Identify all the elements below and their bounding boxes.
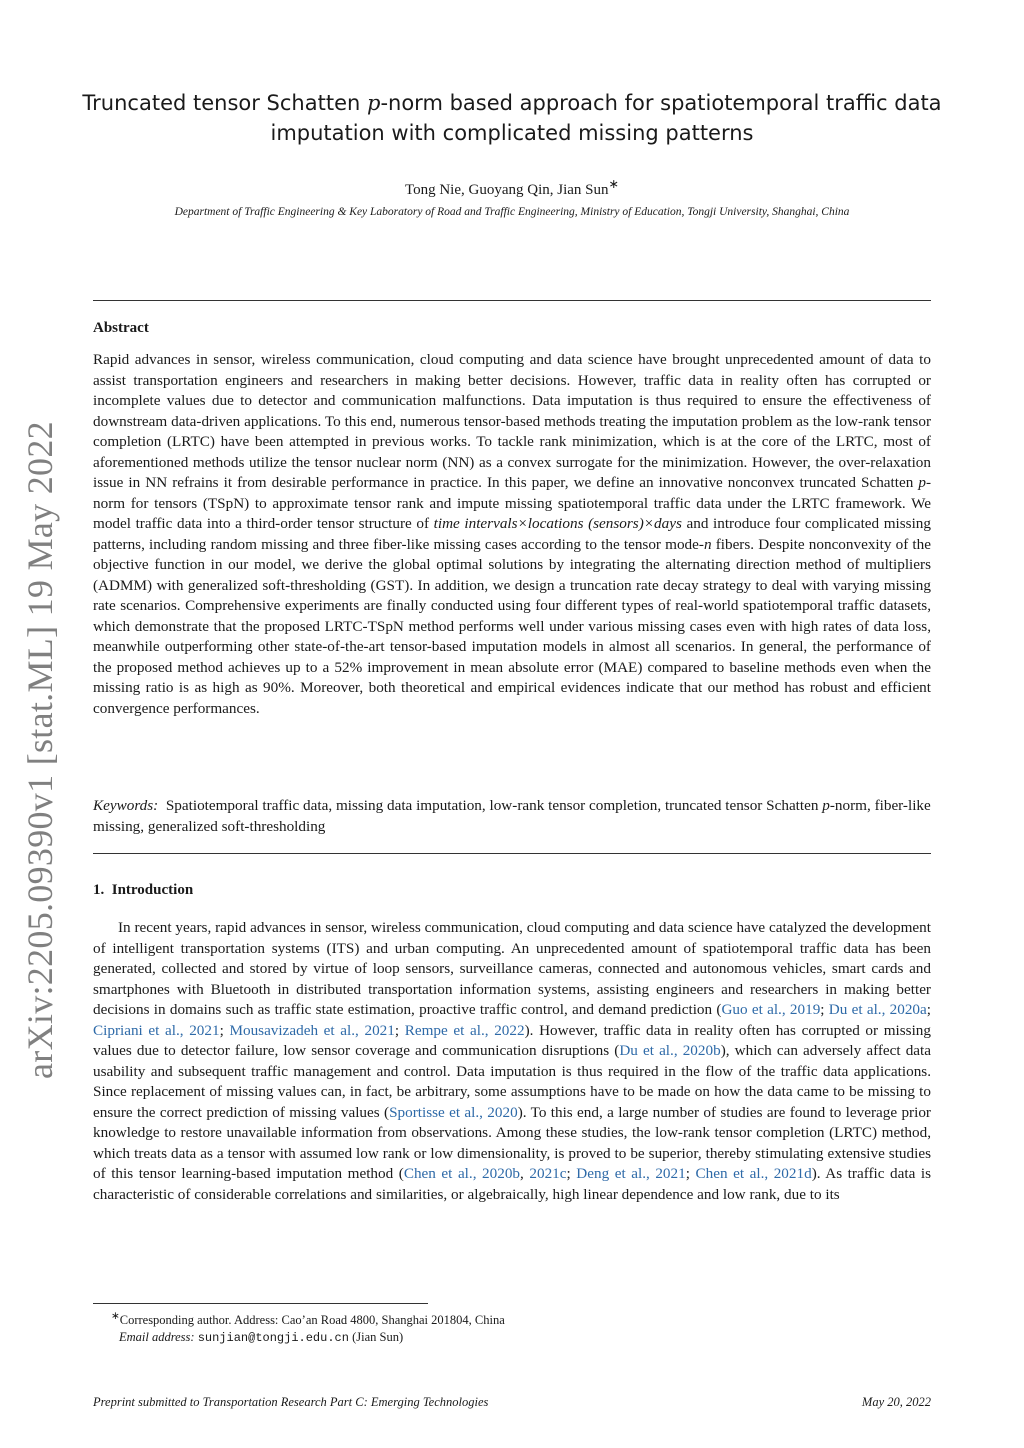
authors: Tong Nie, Guoyang Qin, Jian Sun∗ — [404, 177, 619, 198]
footer-journal: Preprint submitted to Transportation Research Part C: Emerging Technologies — [93, 1395, 489, 1409]
citation-link[interactable]: Chen et al., 2021d — [695, 1165, 812, 1182]
abstract-text: Rapid advances in sensor, wireless communication, cloud computing and data science have brought unprecedented amount of data to assist transportation engineers and researchers in making better decisions. However, traffic data in reality often has corrupted or incomplete values due to detector and communication malfunctions. Data imputation is thus required to ensure the effectiveness of downstream data-driven applications. To this end, numerous tensor-based methods treating the imputation problem as the low-rank tensor completion (LRTC) have been attempted in previous works. To tackle rank minimization, which is at the core of the LRTC, most of aforementioned methods utilize the tensor nuclear norm (NN) as a convex surrogate for the minimization. However, the over-relaxation issue in NN refrains it from desirable performance in practice. In this paper, we define an innovative nonconvex truncated Schatten p-norm for tensors (TSpN) to approximate tensor rank and impute missing spatiotemporal traffic data under the LRTC framework. We model traffic data into a third-order tensor structure of time intervals×locations (sensors)×days and introduce four complicated missing patterns, including random missing and three fiber-like missing cases according to the tensor mode-n fibers. Despite nonconvexity of the objective function in our model, we derive the global optimal solutions by integrating the alternating direction method of multipliers (ADMM) with generalized soft-thresholding (GST). In addition, we design a truncation rate decay strategy to deal with varying missing rate scenarios. Comprehensive experiments are finally conducted using four different types of real-world spatiotemporal traffic datasets, which demonstrate that the proposed LRTC-TSpN method performs well under various missing cases even with high rates of data loss, meanwhile outperforming other state-of-the-art tensor-based imputation models in almost all scenarios. In general, the performance of the proposed method achieves up to a 52% improvement in mean absolute error (MAE) compared to baseline methods even when the missing ratio is as high as 90%. Moreover, both theoretical and empirical evidences indicate that our method has robust and efficient convergence performances. — [93, 351, 931, 717]
citation-link[interactable]: Du et al., 2020b — [619, 1042, 721, 1059]
citation-link[interactable]: Mousavizadeh et al., 2021 — [229, 1021, 395, 1039]
keywords: Keywords: Spatiotemporal traffic data, missing data imputation, low-rank tensor completion, truncated tensor Schatten p-norm, fiber-like missing, generalized soft-thresholding — [93, 797, 931, 835]
section-heading-introduction: 1. Introduction — [93, 882, 194, 898]
citation-link[interactable]: Deng et al., 2021 — [576, 1165, 686, 1182]
arxiv-identifier: arXiv:2205.09390v1 [stat.ML] 19 May 2022 — [20, 421, 60, 1079]
citation-link[interactable]: 2021c — [529, 1165, 567, 1182]
citation-link[interactable]: Sportisse et al., 2020 — [389, 1103, 518, 1121]
introduction-text: In recent years, rapid advances in sensor, wireless communication, cloud computing and data science have catalyzed the development of intelligent transportation systems (ITS) and urban computing. An unprecedented amount of spatiotemporal traffic data has been generated, collected and stored by virtue of loop sensors, surveillance cameras, connected and autonomous vehicles, smart cards and smartphones with Bluetooth in distributed transportation information systems, assisting engineers and researchers in making better decisions in domains such as traffic state estimation, proactive traffic control, and demand prediction (Guo et al., 2019; Du et al., 2020a; Cipriani et al., 2021; Mousavizadeh et al., 2021; Rempe et al., 2022). However, traffic data in reality often has corrupted or missing values due to detector failure, low sensor coverage and communication disruptions (Du et al., 2020b), which can adversely affect data usability and subsequent traffic management and control. Data imputation is thus required in the flow of the traffic data applications. Since replacement of missing values can, in fact, be arbitrary, some assumptions have to be made on how the data came to be missing to ensure the correct prediction of missing values (Sportisse et al., 2020). To this end, a large number of studies are found to leverage prior knowledge to restore unavailable information from observations. Among these studies, the low-rank tensor completion (LRTC) method, which treats data as a tensor with assumed low rank or low dimensionality, is proved to be superior, thereby stimulating extensive studies of this tensor learning-based imputation method (Chen et al., 2020b, 2021c; Deng et al., 2021; Chen et al., 2021d). As traffic data is characteristic of considerable correlations and similarities, or algebraically, high linear dependence and low rank, due to its — [93, 919, 932, 1203]
citation-link[interactable]: Rempe et al., 2022 — [404, 1021, 525, 1039]
corresponding-mark: ∗ — [608, 177, 619, 191]
citation-link[interactable]: Du et al., 2020a — [828, 1001, 927, 1018]
footer-date: May 20, 2022 — [861, 1395, 931, 1409]
abstract-heading: Abstract — [93, 320, 149, 336]
keywords-label: Keywords: — [93, 797, 159, 814]
keywords-divider — [93, 853, 931, 854]
tensor-structure: time intervals×locations (sensors)×days — [433, 515, 682, 532]
citation-link[interactable]: Chen et al., 2020b — [403, 1165, 521, 1182]
email-label: Email address: — [119, 1330, 195, 1345]
affiliation: Department of Traffic Engineering & Key Laboratory of Road and Traffic Engineering, Ministry of Education, Tongji University, Shanghai, China — [174, 206, 850, 218]
footnote: ∗Corresponding author. Address: Cao’an Road 4800, Shanghai 201804, China Email address: sunjian@tongji.edu.cn (Jian Sun) — [111, 1311, 505, 1346]
email-address[interactable]: sunjian@tongji.edu.cn — [197, 1331, 349, 1346]
citation-link[interactable]: Guo et al., 2019 — [721, 1001, 821, 1018]
arxiv-sidebar — [0, 0, 80, 1448]
footnote-divider — [93, 1303, 428, 1304]
citation-link[interactable]: Cipriani et al., 2021 — [93, 1021, 220, 1039]
paper-title: Truncated tensor Schatten p-norm based approach for spatiotemporal traffic data imputation with complicated missing patterns — [82, 91, 942, 145]
top-divider — [93, 300, 931, 301]
